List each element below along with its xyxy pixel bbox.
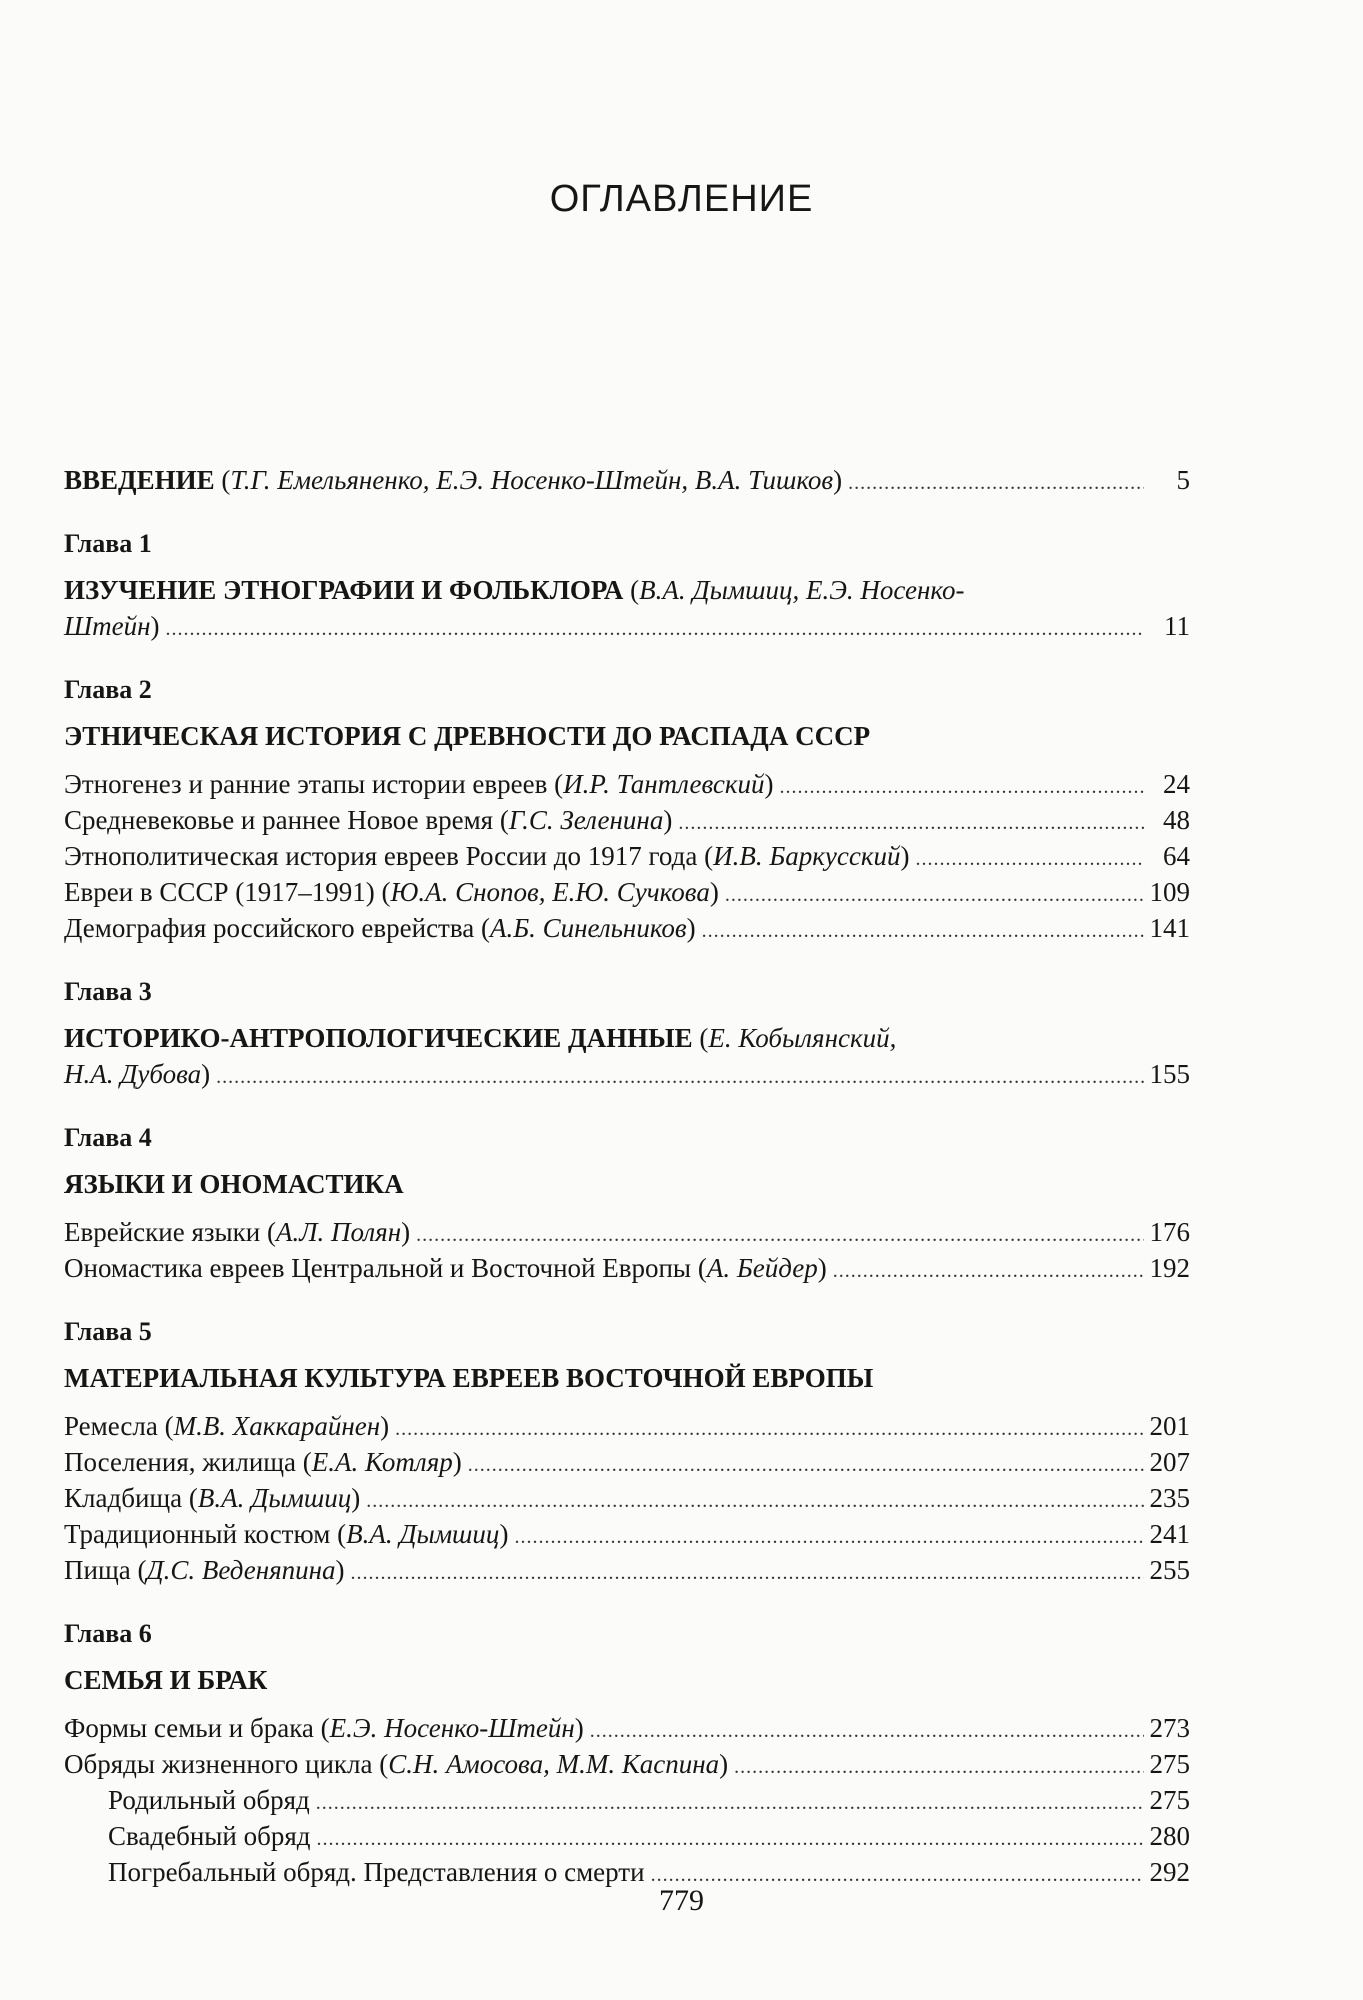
page-ref: 11 [1164, 611, 1190, 641]
entry-title: Средневековье и раннее Новое время [64, 805, 494, 835]
dot-leader [366, 1483, 1143, 1519]
entry-title: Демография российского еврейства [64, 913, 475, 943]
page-ref: 5 [1176, 465, 1190, 495]
chapter-title: СЕМЬЯ И БРАК [64, 1665, 268, 1695]
entry-authors: В.А. Дымшиц [346, 1519, 500, 1549]
dot-leader [590, 1713, 1144, 1749]
dot-leader [317, 1821, 1144, 1857]
entry-authors: И.В. Баркусский [713, 841, 901, 871]
dot-leader [351, 1555, 1144, 1591]
chapter-title: ЭТНИЧЕСКАЯ ИСТОРИЯ С ДРЕВНОСТИ ДО РАСПАДА СССР [64, 721, 871, 751]
dot-leader [514, 1519, 1143, 1555]
dot-leader [702, 913, 1144, 949]
chapter-title: МАТЕРИАЛЬНАЯ КУЛЬТУРА ЕВРЕЕВ ВОСТОЧНОЙ ЕВРОПЫ [64, 1363, 874, 1393]
dot-leader [725, 877, 1144, 913]
entry-title: Этногенез и ранние этапы истории евреев [64, 769, 548, 799]
page-ref: 275 [1149, 1749, 1190, 1779]
entry-authors: В.А. Дымшиц [197, 1483, 352, 1513]
dot-leader [734, 1749, 1143, 1785]
chapter-label: Глава 2 [64, 675, 152, 704]
dot-leader [915, 841, 1144, 877]
dot-leader [316, 1785, 1144, 1821]
toc-entry[interactable]: Пища (Д.С. Веденяпина) ..... 255 [64, 1552, 1190, 1588]
dot-leader [848, 465, 1144, 501]
toc-entry-intro[interactable]: ВВЕДЕНИЕ (Т.Г. Емельяненко, Е.Э. Носенко-Штейн, В.А. Тишков) ..... 5 [64, 462, 1190, 498]
dot-leader [780, 769, 1144, 805]
dot-leader [166, 611, 1144, 647]
toc-entry[interactable]: Поселения, жилища (Е.А. Котляр) ..... 207 [64, 1444, 1190, 1480]
toc-entry[interactable]: Этногенез и ранние этапы истории евреев (И.Р. Тантлевский) ..... 24 [64, 766, 1190, 802]
chapter-label: Глава 4 [64, 1123, 152, 1152]
entry-authors: Н.А. Дубова [64, 1059, 202, 1089]
entry-authors: А.Л. Полян [276, 1217, 402, 1247]
table-of-contents [64, 462, 1190, 1890]
entry-title: Еврейские языки [64, 1217, 261, 1247]
page-ref: 192 [1149, 1253, 1190, 1283]
entry-title: Обряды жизненного цикла [64, 1749, 373, 1779]
dot-leader [395, 1411, 1143, 1447]
chapter-title: ИСТОРИКО-АНТРОПОЛОГИЧЕСКИЕ ДАННЫЕ [64, 1023, 693, 1053]
entry-authors: Е.А. Котляр [311, 1447, 453, 1477]
entry-title: ВВЕДЕНИЕ [64, 465, 215, 495]
dot-leader [833, 1253, 1144, 1289]
entry-authors: А.Б. Синельников [489, 913, 687, 943]
entry-authors: С.Н. Амосова, М.М. Каспина [388, 1749, 720, 1779]
entry-authors: А. Бейдер [706, 1253, 818, 1283]
toc-subentry[interactable] [64, 1782, 1190, 1818]
chapter-label: Глава 5 [64, 1317, 152, 1346]
chapter-entries [64, 766, 1190, 946]
toc-entry[interactable]: Еврейские языки (А.Л. Полян) ..... 176 [64, 1214, 1190, 1250]
entry-title: Свадебный обряд [108, 1821, 311, 1851]
toc-entry[interactable]: Традиционный костюм (В.А. Дымшиц) ..... 241 [64, 1516, 1190, 1552]
entry-authors: Е.Э. Носенко-Штейн [329, 1713, 575, 1743]
toc-entry[interactable]: Этнополитическая история евреев России до 1917 года (И.В. Баркусский) ..... 64 [64, 838, 1190, 874]
page-ref: 24 [1163, 769, 1190, 799]
page-ref: 275 [1149, 1785, 1190, 1815]
entry-authors: М.В. Хаккарайнен [173, 1411, 381, 1441]
chapter-label: Глава 3 [64, 977, 152, 1006]
entry-authors: Е. Кобылянский, [708, 1023, 897, 1053]
entry-title: Поселения, жилища [64, 1447, 297, 1477]
entry-title: Формы семьи и брака [64, 1713, 314, 1743]
entry-title: Ономастика евреев Центральной и Восточной Европы [64, 1253, 692, 1283]
toc-entry-chapter-1[interactable]: Штейн) ..... 11 [64, 608, 1190, 644]
toc-entry[interactable]: Евреи в СССР (1917–1991) (Ю.А. Снопов, Е.Ю. Сучкова) ..... 109 [64, 874, 1190, 910]
toc-entry[interactable]: Ономастика евреев Центральной и Восточной Европы (А. Бейдер) ..... 192 [64, 1250, 1190, 1286]
toc-subentry[interactable] [64, 1818, 1190, 1854]
page-ref: 241 [1149, 1519, 1190, 1549]
dot-leader [468, 1447, 1144, 1483]
entry-title: Этнополитическая история евреев России до 1917 года [64, 841, 698, 871]
entry-authors: Т.Г. Емельяненко, Е.Э. Носенко-Штейн, В.А. Тишков [230, 465, 834, 495]
chapter-title: ИЗУЧЕНИЕ ЭТНОГРАФИИ И ФОЛЬКЛОРА [64, 575, 624, 605]
toc-entry[interactable]: Кладбища (В.А. Дымшиц) ..... 235 [64, 1480, 1190, 1516]
entry-title: Родильный обряд [108, 1785, 310, 1815]
entry-title: Ремесла [64, 1411, 158, 1441]
page-ref: 141 [1149, 913, 1190, 943]
chapter-entries [64, 1710, 1190, 1890]
entry-title: Пища [64, 1555, 131, 1585]
entry-authors: И.Р. Тантлевский [563, 769, 765, 799]
entry-authors: Д.С. Веденяпина [146, 1555, 336, 1585]
entry-authors: Ю.А. Снопов, Е.Ю. Сучкова [390, 877, 710, 907]
entry-title: Традиционный костюм [64, 1519, 331, 1549]
page-ref: 155 [1149, 1059, 1190, 1089]
dot-leader [416, 1217, 1143, 1253]
entry-authors: Штейн [64, 611, 151, 641]
chapter-title: ЯЗЫКИ И ОНОМАСТИКА [64, 1169, 404, 1199]
toc-entry[interactable]: Демография российского еврейства (А.Б. Синельников) ..... 141 [64, 910, 1190, 946]
entry-title: Кладбища [64, 1483, 183, 1513]
page-ref: 64 [1163, 841, 1190, 871]
toc-entry[interactable]: Формы семьи и брака (Е.Э. Носенко-Штейн) ..... 273 [64, 1710, 1190, 1746]
page-title: ОГЛАВЛЕНИЕ [549, 178, 814, 220]
dot-leader [678, 805, 1144, 841]
page-ref: 176 [1149, 1217, 1190, 1247]
toc-entry-chapter-3[interactable]: Н.А. Дубова) ..... 155 [64, 1056, 1190, 1092]
toc-entry[interactable]: Средневековье и раннее Новое время (Г.С. Зеленина) ..... 48 [64, 802, 1190, 838]
toc-entry[interactable]: Ремесла (М.В. Хаккарайнен) ..... 201 [64, 1408, 1190, 1444]
page-ref: 235 [1149, 1483, 1190, 1513]
page-ref: 280 [1149, 1821, 1190, 1851]
entry-title: Погребальный обряд. Представления о смерти [108, 1857, 645, 1887]
chapter-title-line[interactable]: ИЗУЧЕНИЕ ЭТНОГРАФИИ И ФОЛЬКЛОРА (В.А. Дымшиц, Е.Э. Носенко- [64, 575, 965, 605]
page-ref: 255 [1149, 1555, 1190, 1585]
chapter-entries [64, 1214, 1190, 1286]
page-ref: 48 [1163, 805, 1190, 835]
dot-leader [216, 1059, 1143, 1095]
entry-authors: Г.С. Зеленина [508, 805, 664, 835]
chapter-label: Глава 6 [64, 1619, 152, 1648]
page-ref: 201 [1149, 1411, 1190, 1441]
chapter-label: Глава 1 [64, 529, 152, 558]
page-ref: 109 [1149, 877, 1190, 907]
chapter-entries [64, 1408, 1190, 1588]
entry-title: Евреи в СССР (1917–1991) [64, 877, 375, 907]
toc-entry[interactable]: Обряды жизненного цикла (С.Н. Амосова, М.М. Каспина) ..... 275 [64, 1746, 1190, 1782]
entry-authors: В.А. Дымшиц, Е.Э. Носенко- [639, 575, 965, 605]
page-ref: 273 [1149, 1713, 1190, 1743]
page-ref: 292 [1149, 1857, 1190, 1887]
page-ref: 207 [1149, 1447, 1190, 1477]
page-number: 779 [659, 1884, 704, 1917]
chapter-title-line[interactable]: ИСТОРИКО-АНТРОПОЛОГИЧЕСКИЕ ДАННЫЕ (Е. Кобылянский, [64, 1023, 897, 1053]
